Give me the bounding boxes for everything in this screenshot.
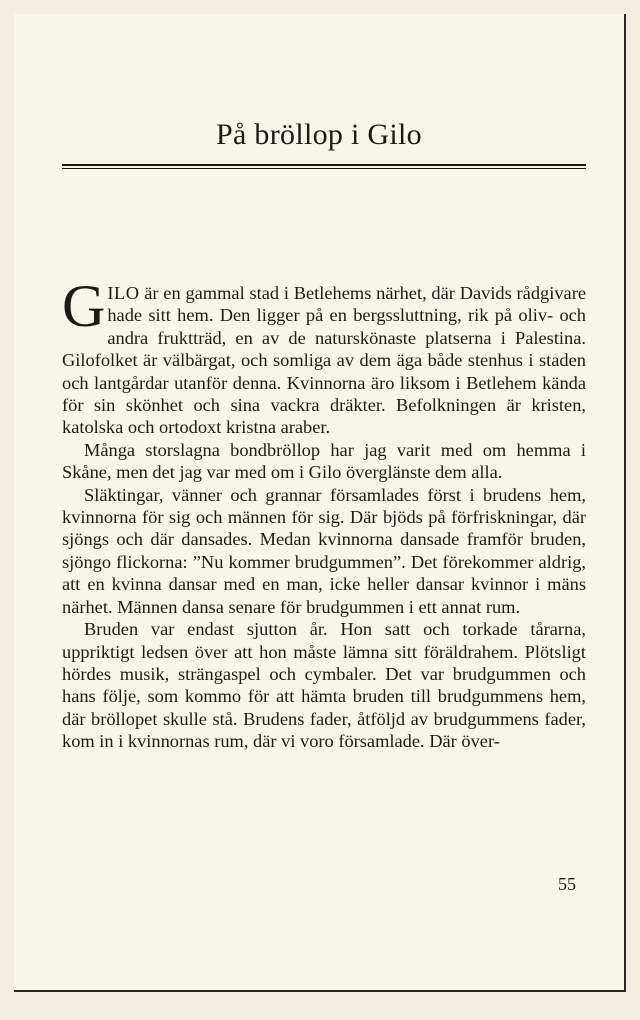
chapter-title: På bröllop i Gilo xyxy=(216,118,422,151)
title-rule-thin xyxy=(62,168,586,169)
title-rule-thick xyxy=(62,164,586,166)
book-page xyxy=(14,14,626,992)
small-caps-opening: ILO xyxy=(107,283,140,303)
paragraph-1 xyxy=(62,273,586,439)
body-text xyxy=(62,273,586,753)
paragraph-3: Släktingar, vänner och grannar församlades först i brudens hem, kvinnorna för sig och männen för sig. Där bjöds på förfriskningar, där sjöngs och där dansades. Medan kvinnorna dansade framför bruden, sjöngo flickorna: ”Nu kommer brudgummen”. Det förekommer aldrig, att en kvinna dansar med en man, icke heller dansar kvinnor i mäns närhet. Männen dansa senare för brudgummen i ett annat rum. xyxy=(62,484,586,617)
paragraph-2: Många storslagna bondbröllop har jag varit med om hemma i Skåne, men det jag var med om i Gilo överglänste dem alla. xyxy=(62,439,586,483)
page-number: 55 xyxy=(558,874,576,894)
paragraph-1-text: är en gammal stad i Betlehems närhet, där Davids rådgivare hade sitt hem. Den ligger på en bergssluttning, rik på oliv- och andra fruktträd, en av de naturskönaste platserna i Palestina. Gilofolket är välbärgat, och somliga av dem äga både stenhus i staden och lantgårdar utanför denna. Kvinnorna äro liksom i Betlehem kända för sin skönhet och sina vackra dräkter. Befolkningen är kristen, katolska och ortodoxt kristna araber. xyxy=(62,283,586,438)
paragraph-4: Bruden var endast sjutton år. Hon satt och torkade tårarna, uppriktigt ledsen över att hon måste lämna sitt föräldrahem. Plötsligt hördes musik, strängaspel och cymbaler. Det var brudgummen och hans följe, som kommo för att hämta bruden till brudgummens hem, där bröllopet skulle stå. Brudens fader, åtföljd av brudgummens fader, kom in i kvinnornas rum, där vi voro församlade. Där över- xyxy=(62,619,586,752)
drop-cap: G xyxy=(62,273,106,339)
